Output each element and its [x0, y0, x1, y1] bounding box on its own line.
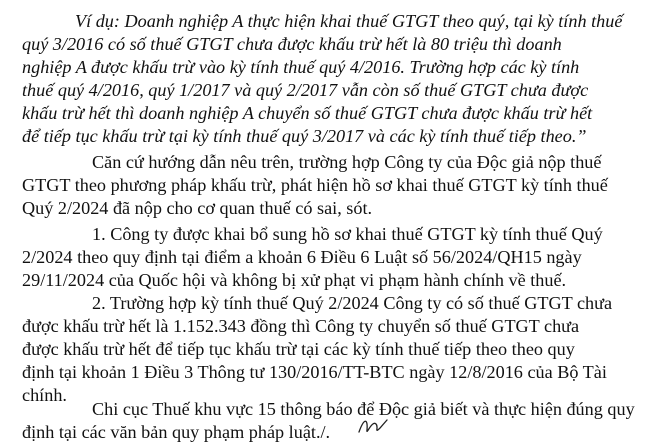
item1-line-2: 2/2024 theo quy định tại điểm a khoản 6 Điều 6 Luật số 56/2024/QH15 ngày [22, 247, 582, 267]
quote-line-4: thuế quý 4/2016, quý 1/2017 và quý 2/2017 vẫn còn số thuế GTGT chưa được [22, 80, 589, 100]
intro-line-3: Quý 2/2024 đã nộp cho cơ quan thuế có sai, sót. [22, 198, 373, 218]
item2-line-3: được khấu trừ hết để tiếp tục khấu trừ tại các kỳ tính thuế tiếp theo theo quy [22, 339, 575, 359]
quote-line-1: Ví dụ: Doanh nghiệp A thực hiện khai thuế GTGT theo quý, tại kỳ tính thuế [75, 11, 623, 31]
item2-line-2: được khấu trừ hết là 1.152.343 đồng thì Công ty chuyển số thuế GTGT chưa [22, 316, 580, 336]
closing-line-1: Chi cục Thuế khu vực 15 thông báo để Độc giả biết và thực hiện đúng quy [92, 399, 635, 419]
item2-line-5: chính. [22, 385, 67, 405]
intro-line-2: GTGT theo phương pháp khấu trừ, phát hiện hồ sơ khai thuế GTGT kỳ tính thuế [22, 175, 608, 195]
handwritten-initial-icon [356, 414, 390, 438]
quote-line-3: nghiệp A được khấu trừ vào kỳ tính thuế quý 4/2016. Trường hợp các kỳ tính [22, 57, 580, 77]
quote-line-6: để tiếp tục khấu trừ tại kỳ tính thuế quý 3/2017 và các kỳ tính thuế tiếp theo.” [22, 126, 587, 146]
item1-line-3: 29/11/2024 của Quốc hội và không bị xử phạt vi phạm hành chính về thuế. [22, 270, 567, 290]
item2-line-1: 2. Trường hợp kỳ tính thuế Quý 2/2024 Công ty có số thuế GTGT chưa [92, 293, 613, 313]
quote-line-2: quý 3/2016 có số thuế GTGT chưa được khấu trừ hết là 80 triệu thì doanh [22, 34, 562, 54]
item1-line-1: 1. Công ty được khai bổ sung hồ sơ khai thuế GTGT kỳ tính thuế Quý [92, 224, 603, 244]
quote-line-5: khấu trừ hết thì doanh nghiệp A chuyển số thuế GTGT chưa được khấu trừ hết [22, 103, 593, 123]
intro-line-1: Căn cứ hướng dẫn nêu trên, trường hợp Công ty của Độc giả nộp thuế [92, 152, 602, 172]
item2-line-4: định tại khoản 1 Điều 3 Thông tư 130/2016/TT-BTC ngày 12/8/2016 của Bộ Tài [22, 362, 607, 382]
closing-line-2: định tại các văn bản quy phạm pháp luật./. [22, 422, 331, 442]
